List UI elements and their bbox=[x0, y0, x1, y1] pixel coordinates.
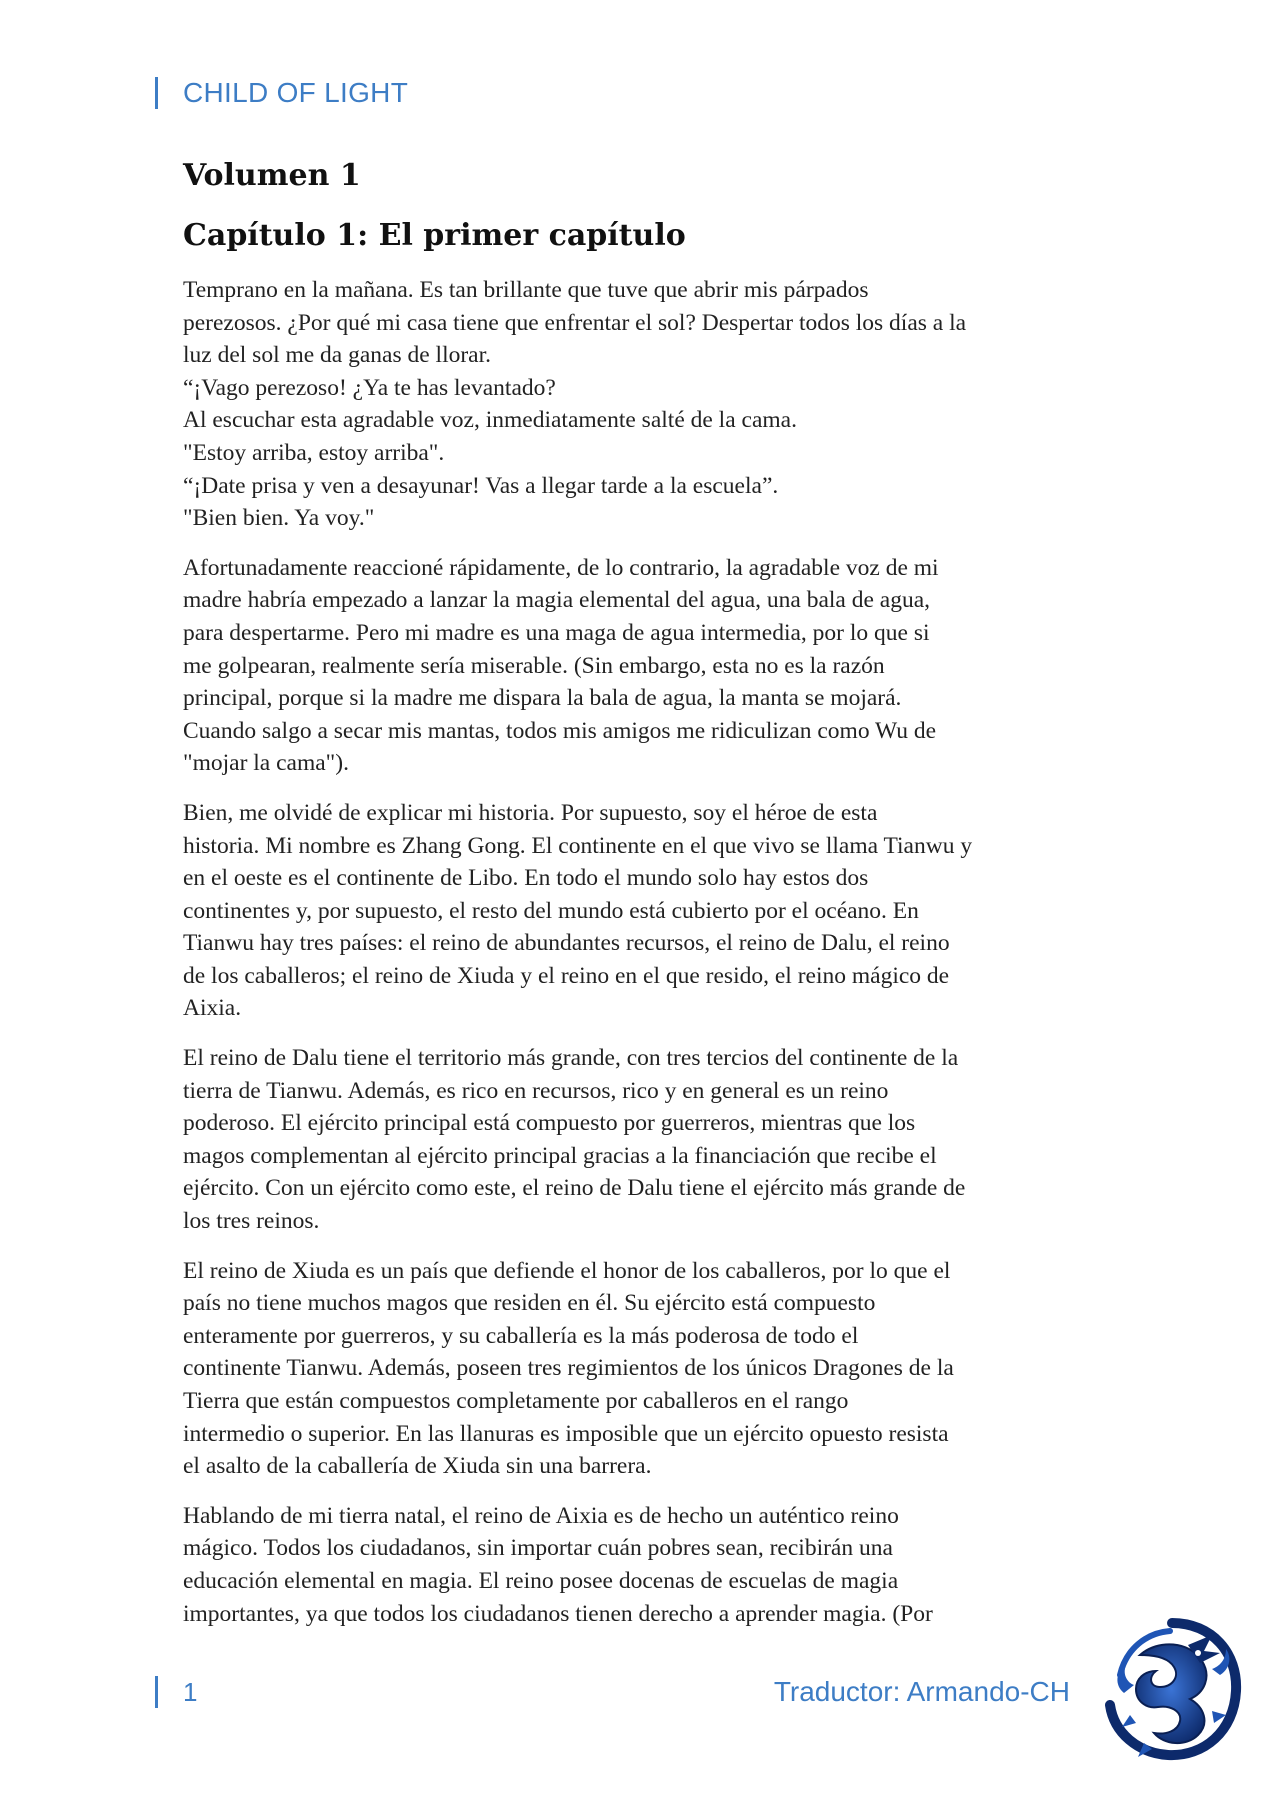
text-line: ejército. Con un ejército como este, el reino de Dalu tiene el ejército más grande de bbox=[183, 1175, 966, 1202]
text-line: el asalto de la caballería de Xiuda sin una barrera. bbox=[183, 1453, 652, 1480]
header-accent-bar bbox=[155, 77, 158, 109]
paragraph-4 bbox=[183, 1042, 1103, 1238]
volume-heading: Volumen 1 bbox=[183, 158, 361, 193]
text-line: Temprano en la mañana. Es tan brillante que tuve que abrir mis párpados bbox=[183, 277, 869, 303]
text-line: principal, porque si la madre me dispara la bala de agua, la manta se mojará. bbox=[183, 685, 902, 712]
text-line: magos complementan al ejército principal gracias a la financiación que recibe el bbox=[183, 1142, 937, 1169]
text-line: importantes, ya que todos los ciudadanos tienen derecho a aprender magia. (Por bbox=[183, 1600, 933, 1627]
document-body bbox=[183, 148, 1103, 1647]
text-line: Hablando de mi tierra natal, el reino de Aixia es de hecho un auténtico reino bbox=[183, 1502, 899, 1529]
text-line: mágico. Todos los ciudadanos, sin importar cuán pobres sean, recibirán una bbox=[183, 1535, 893, 1562]
text-line: Cuando salgo a secar mis mantas, todos mis amigos me ridiculizan como Wu de bbox=[183, 717, 937, 744]
text-line: educación elemental en magia. El reino posee docenas de escuelas de magia bbox=[183, 1567, 899, 1594]
paragraph-5 bbox=[183, 1255, 1103, 1483]
text-line: El reino de Dalu tiene el territorio más grande, con tres tercios del continente de la bbox=[183, 1045, 959, 1072]
text-line: historia. Mi nombre es Zhang Gong. El continente en el que vivo se llama Tianwu y bbox=[183, 832, 973, 859]
text-line: Bien, me olvidé de explicar mi historia. Por supuesto, soy el héroe de esta bbox=[183, 799, 878, 826]
text-line: Tianwu hay tres países: el reino de abundantes recursos, el reino de Dalu, el reino bbox=[183, 930, 950, 957]
text-line: “¡Vago perezoso! ¿Ya te has levantado? bbox=[183, 374, 556, 401]
text-line: “¡Date prisa y ven a desayunar! Vas a llegar tarde a la escuela”. bbox=[183, 472, 779, 499]
text-line: "Bien bien. Ya voy." bbox=[183, 505, 375, 532]
text-line: en el oeste es el continente de Libo. En todo el mundo solo hay estos dos bbox=[183, 865, 869, 892]
text-line: enteramente por guerreros, y su caballería es la más poderosa de todo el bbox=[183, 1322, 859, 1349]
paragraph-6 bbox=[183, 1500, 1103, 1630]
text-line: de los caballeros; el reino de Xiuda y el reino en el que resido, el reino mágico de bbox=[183, 962, 950, 989]
text-line: tierra de Tianwu. Además, es rico en recursos, rico y en general es un reino bbox=[183, 1077, 889, 1104]
text-line: país no tiene muchos magos que residen en él. Su ejército está compuesto bbox=[183, 1290, 876, 1317]
text-line: continentes y, por supuesto, el resto del mundo está cubierto por el océano. En bbox=[183, 897, 919, 924]
text-line: Tierra que están compuestos completamente por caballeros en el rango bbox=[183, 1388, 849, 1414]
text-line: poderoso. El ejército principal está compuesto por guerreros, mientras que los bbox=[183, 1110, 916, 1137]
translator-credit: Traductor: Armando-CH bbox=[773, 1676, 1070, 1707]
text-line: "Estoy arriba, estoy arriba". bbox=[183, 439, 445, 466]
page-number: 1 bbox=[183, 1676, 198, 1707]
dragon-logo-icon bbox=[1100, 1615, 1245, 1765]
text-line: madre habría empezado a lanzar la magia elemental del agua, una bala de agua, bbox=[183, 587, 931, 614]
text-line: Afortunadamente reaccioné rápidamente, de lo contrario, la agradable voz de mi bbox=[183, 554, 939, 581]
paragraph-1 bbox=[183, 274, 1103, 535]
page-footer bbox=[155, 1672, 1070, 1712]
text-line: Al escuchar esta agradable voz, inmediatamente salté de la cama. bbox=[183, 407, 797, 434]
paragraph-2 bbox=[183, 552, 1103, 780]
text-line: Aixia. bbox=[183, 995, 242, 1022]
text-line: "mojar la cama"). bbox=[183, 750, 349, 777]
text-line: luz del sol me da ganas de llorar. bbox=[183, 342, 492, 369]
text-line: perezosos. ¿Por qué mi casa tiene que enfrentar el sol? Despertar todos los días a la bbox=[183, 309, 967, 336]
text-line: intermedio o superior. En las llanuras es imposible que un ejército opuesto resista bbox=[183, 1420, 949, 1447]
header-title: CHILD OF LIGHT bbox=[183, 77, 409, 108]
text-line: continente Tianwu. Además, poseen tres regimientos de los únicos Dragones de la bbox=[183, 1355, 954, 1382]
chapter-heading: Capítulo 1: El primer capítulo bbox=[183, 218, 686, 253]
footer-accent-bar bbox=[155, 1676, 158, 1708]
text-line: los tres reinos. bbox=[183, 1208, 320, 1235]
text-line: me golpearan, realmente sería miserable. (Sin embargo, esta no es la razón bbox=[183, 652, 885, 679]
paragraph-3 bbox=[183, 797, 1103, 1025]
page-header bbox=[155, 73, 408, 113]
text-line: para despertarme. Pero mi madre es una maga de agua intermedia, por lo que si bbox=[183, 619, 930, 646]
text-line: El reino de Xiuda es un país que defiende el honor de los caballeros, por lo que el bbox=[183, 1257, 951, 1284]
